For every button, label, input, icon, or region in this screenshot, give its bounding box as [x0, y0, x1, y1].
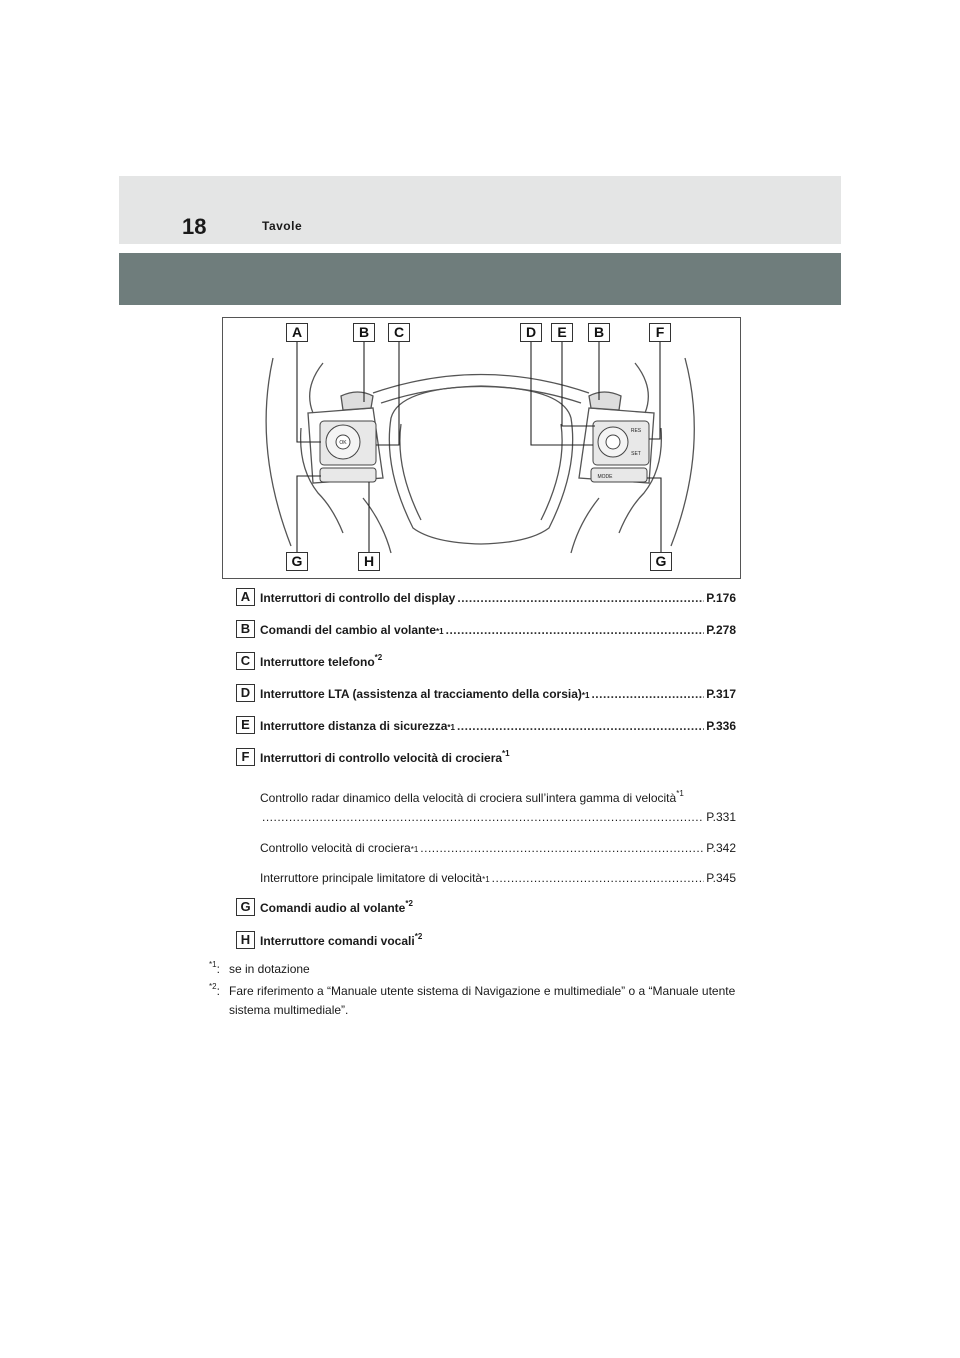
sub-item-radar-cruise-ref [260, 810, 736, 824]
callout-e: E [551, 323, 573, 342]
sub-item-label: Controllo velocità di crociera [260, 841, 411, 855]
page-number: 18 [182, 214, 207, 239]
sub-item-label: Interruttore principale limitatore di velocità [260, 871, 483, 885]
page-reference[interactable]: P.278 [706, 623, 736, 637]
page-reference[interactable]: P.176 [706, 591, 736, 605]
steering-wheel-figure [222, 317, 741, 579]
legend-label: Interruttori di controllo del display [260, 591, 456, 605]
callout-a: A [286, 323, 308, 342]
footnote-mark: *1 [209, 960, 217, 969]
legend-label: Interruttore LTA (assistenza al tracciamento della corsia) [260, 687, 582, 701]
footnote-ref: *1 [676, 789, 684, 798]
footnote-text: Fare riferimento a “Manuale utente sistema di Navigazione e multimediale” o a “Manuale utente sistema multimediale”. [229, 984, 736, 1017]
sub-item-radar-cruise [260, 791, 736, 805]
footnote-ref: *1 [502, 749, 510, 758]
legend-label: Interruttori di controllo velocità di crociera [260, 751, 503, 765]
footnote-mark: *2 [209, 982, 217, 991]
callout-g-left: G [286, 552, 308, 571]
legend-badge: A [236, 588, 255, 606]
callout-b-left: B [353, 323, 375, 342]
callout-f: F [649, 323, 671, 342]
legend-label: Interruttore distanza di sicurezza [260, 719, 448, 733]
header-bar [119, 176, 841, 244]
footnote-ref: *2 [405, 899, 413, 908]
footnote-1: $^{*1}$: se in dotazione [209, 960, 310, 976]
legend-badge: H [236, 931, 255, 949]
res-switch-label: RES [630, 428, 642, 434]
legend-label: Comandi del cambio al volante [260, 623, 437, 637]
legend-badge: C [236, 652, 255, 670]
sub-item-label: Controllo radar dinamico della velocità di crociera sull’intera gamma di velocità [260, 791, 677, 805]
callout-h: H [358, 552, 380, 571]
legend-badge: D [236, 684, 255, 702]
legend-badge: G [236, 898, 255, 916]
legend-label: Interruttore comandi vocali [260, 934, 415, 948]
callout-b-right: B [588, 323, 610, 342]
ok-switch-label: OK [339, 440, 347, 446]
footnote-text: se in dotazione [229, 962, 310, 976]
callout-d: D [520, 323, 542, 342]
section-title: Tavole [262, 219, 303, 233]
callout-c: C [388, 323, 410, 342]
legend-badge: B [236, 620, 255, 638]
mode-switch-label: MODE [597, 474, 613, 480]
set-switch-label: SET [631, 451, 641, 457]
sub-item-speed-limiter: Interruttore principale limitatore di velocità *1 ..... P.345 [260, 871, 736, 885]
page-reference[interactable]: P.336 [706, 719, 736, 733]
footnote-2: $^{*2}$: Fare riferimento a “Manuale utente sistema di Navigazione e multimediale” o a “Manuale utente sistema multimediale”. [209, 982, 736, 1017]
callout-g-right: G [650, 552, 672, 571]
legend-label: Interruttore telefono [260, 655, 375, 669]
legend-badge: F [236, 748, 255, 766]
title-bar [119, 253, 841, 305]
page-reference[interactable]: P.345 [706, 871, 736, 885]
sub-item-cruise-control: Controllo velocità di crociera *1 ..... P.342 [260, 841, 736, 855]
legend-label: Comandi audio al volante [260, 901, 406, 915]
footnotes [209, 960, 749, 1020]
page-reference[interactable]: P.331 [706, 810, 736, 824]
footnote-ref: *2 [414, 932, 423, 941]
page-reference[interactable]: P.342 [706, 841, 736, 855]
page-reference[interactable]: P.317 [706, 687, 736, 701]
steering-wheel-illustration [223, 318, 740, 578]
footnote-ref: *2 [374, 653, 383, 662]
legend-badge: E [236, 716, 255, 734]
